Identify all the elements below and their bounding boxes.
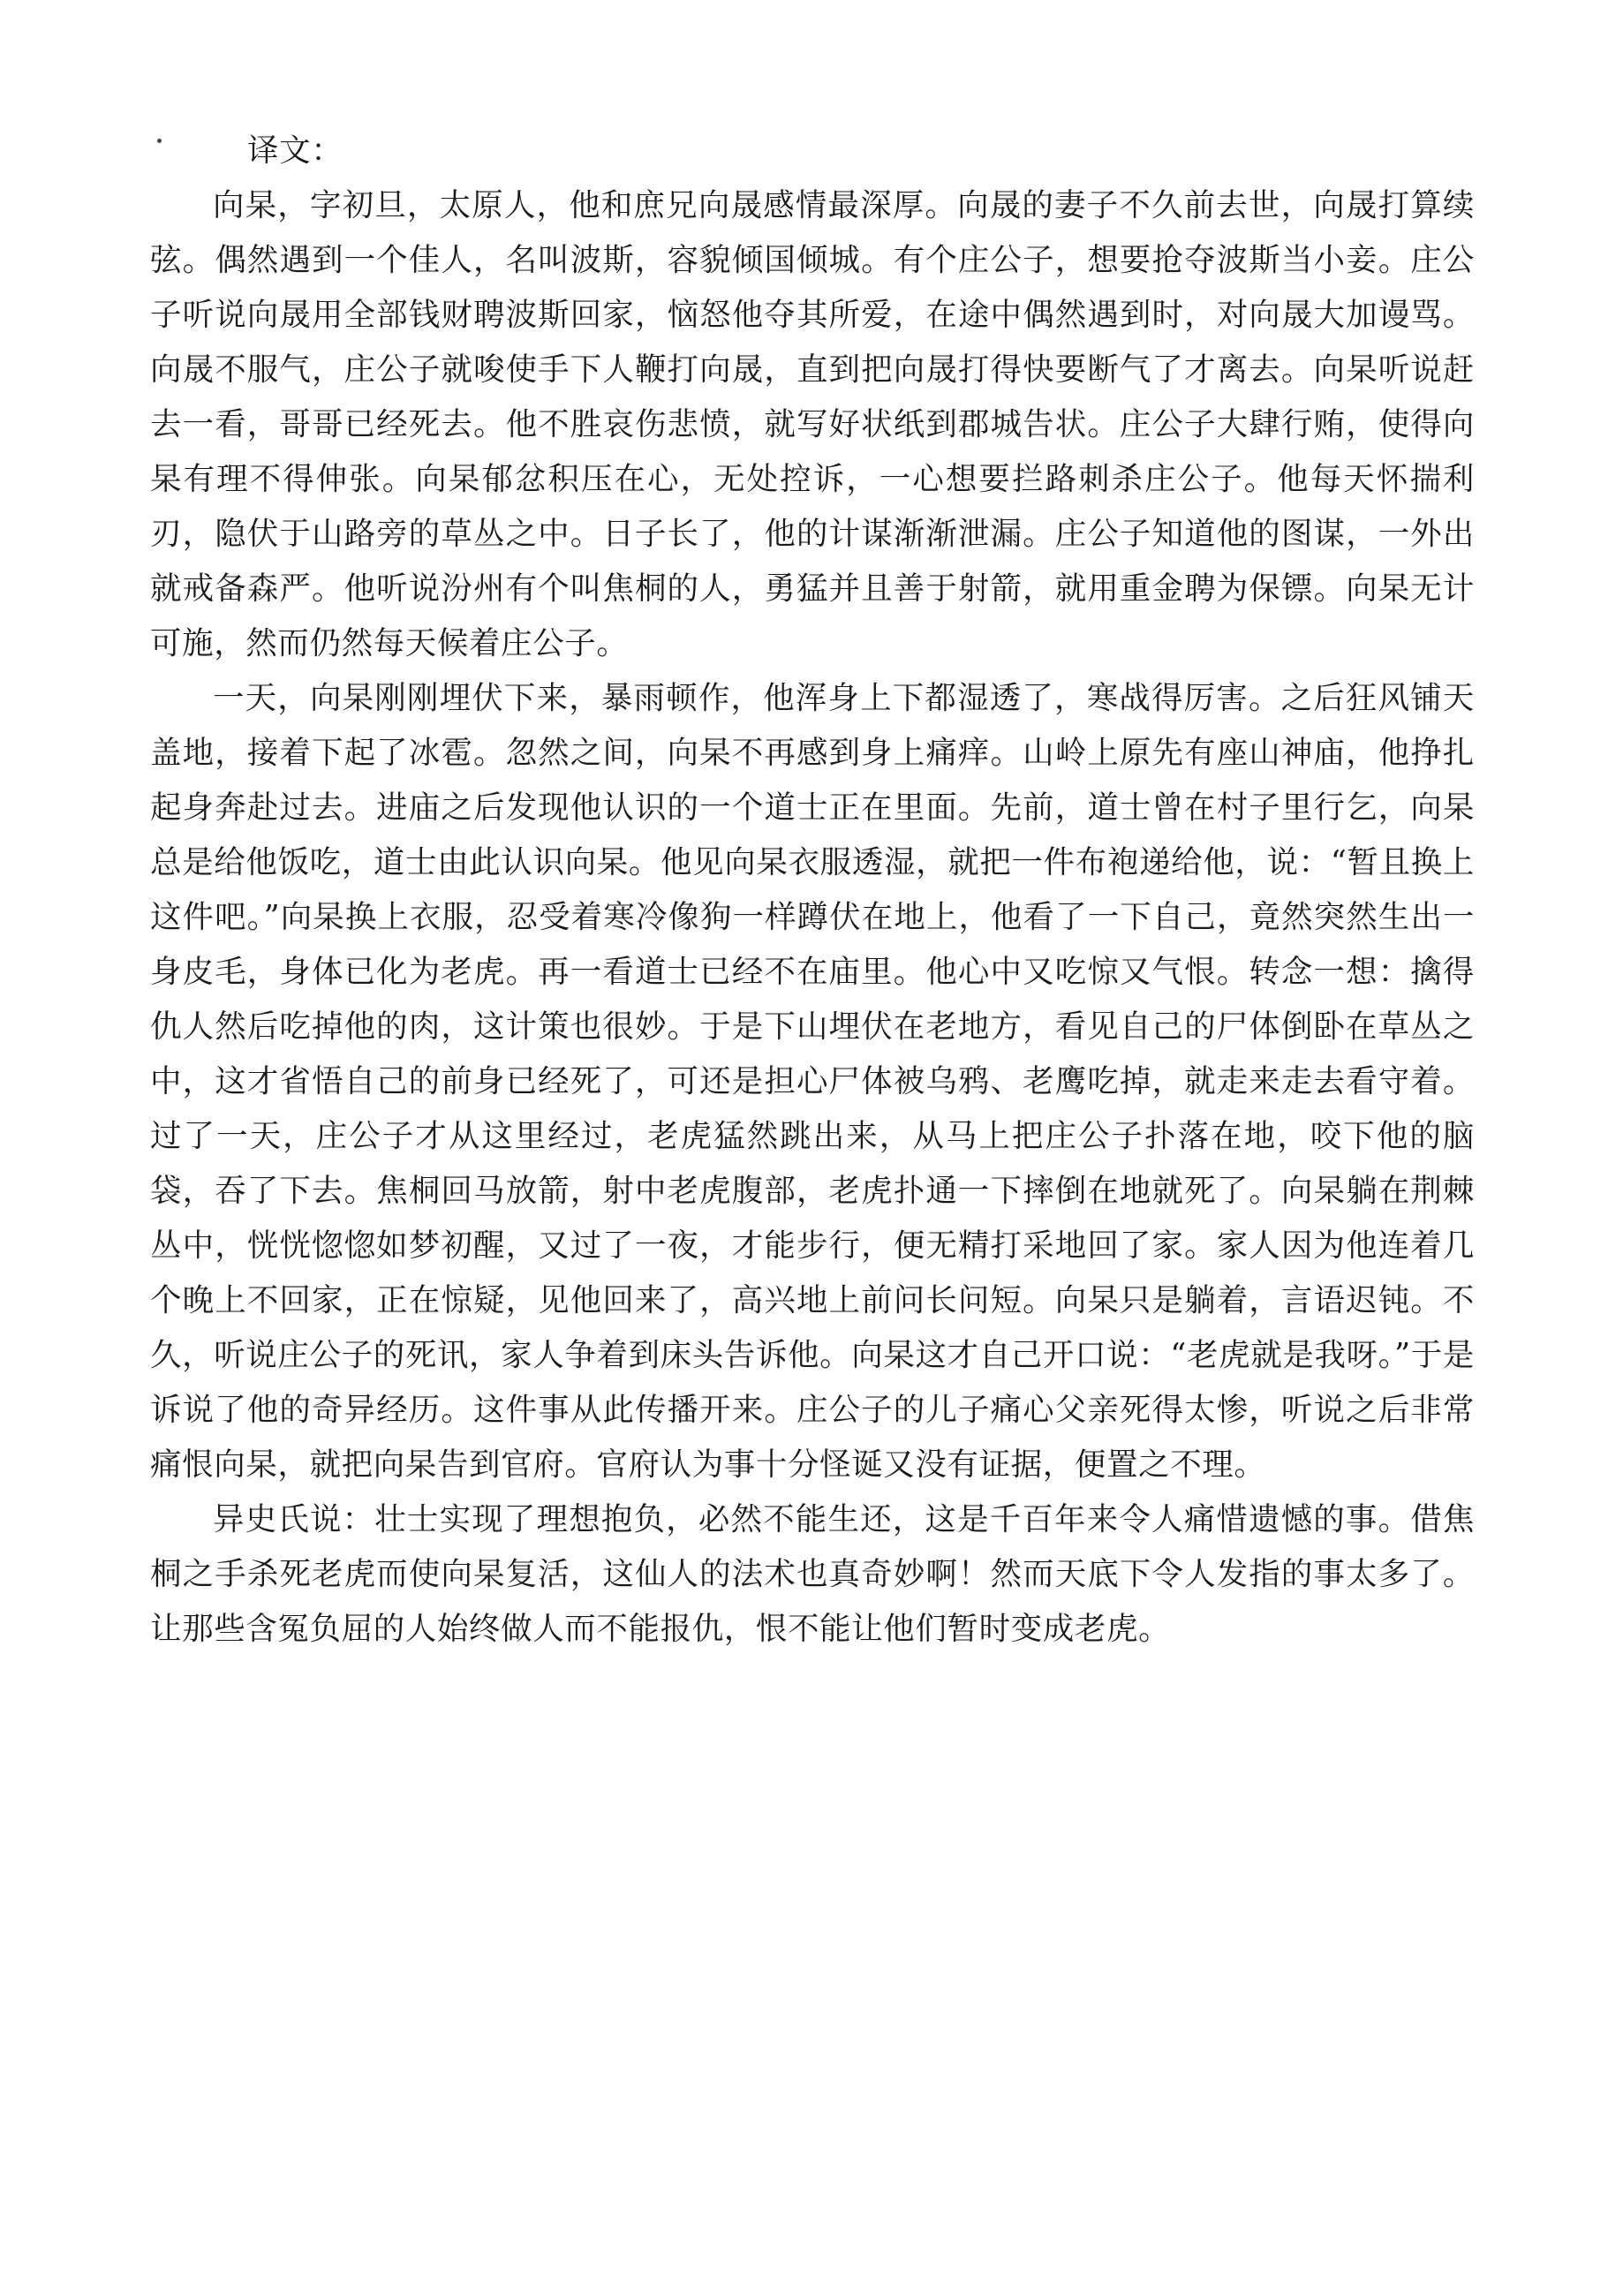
- translation-text: [150, 124, 1475, 1657]
- paragraph-2: 一天，向杲刚刚埋伏下来，暴雨顿作，他浑身上下都湿透了，寒战得厉害。之后狂风铺天盖地，接着下起了冰雹。忽然之间，向杲不再感到身上痛痒。山岭上原先有座山神庙，他挣扎起身奔赴过去。进庙之后发现他认识的一个道士正在里面。先前，道士曾在村子里行乞，向杲总是给他饭吃，道士由此认识向杲。他见向杲衣服透湿，就把一件布袍递给他，说：“暂且换上这件吧。”向杲换上衣服，忍受着寒冷像狗一样蹲伏在地上，他看了一下自己，竟然突然生出一身皮毛，身体已化为老虎。再一看道士已经不在庙里。他心中又吃惊又气恨。转念一想：擒得仇人然后吃掉他的肉，这计策也很妙。于是下山埋伏在老地方，看见自己的尸体倒卧在草丛之中，这才省悟自己的前身已经死了，可还是担心尸体被乌鸦、老鹰吃掉，就走来走去看守着。过了一天，庄公子才从这里经过，老虎猛然跳出来，从马上把庄公子扑落在地，咬下他的脑袋，吞了下去。焦桐回马放箭，射中老虎腹部，老虎扑通一下摔倒在地就死了。向杲躺在荆棘丛中，恍恍惚惚如梦初醒，又过了一夜，才能步行，便无精打采地回了家。家人因为他连着几个晚上不回家，正在惊疑，见他回来了，高兴地上前问长问短。向杲只是躺着，言语迟钝。不久，听说庄公子的死讯，家人争着到床头告诉他。向杲这才自己开口说：“老虎就是我呀。”于是诉说了他的奇异经历。这件事从此传播开来。庄公子的儿子痛心父亲死得太惨，听说之后非常痛恨向杲，就把向杲告到官府。官府认为事十分怪诞又没有证据，便置之不理。: [150, 680, 1475, 1483]
- paragraph-1: 向杲，字初旦，太原人，他和庶兄向晟感情最深厚。向晟的妻子不久前去世，向晟打算续弦。偶然遇到一个佳人，名叫波斯，容貌倾国倾城。有个庄公子，想要抢夺波斯当小妾。庄公子听说向晟用全部钱财聘波斯回家，恼怒他夺其所爱，在途中偶然遇到时，对向晟大加谩骂。向晟不服气，庄公子就唆使手下人鞭打向晟，直到把向晟打得快要断气了才离去。向杲听说赶去一看，哥哥已经死去。他不胜哀伤悲愤，就写好状纸到郡城告状。庄公子大肆行贿，使得向杲有理不得伸张。向杲郁忿积压在心，无处控诉，一心想要拦路刺杀庄公子。他每天怀揣利刃，隐伏于山路旁的草丛之中。日子长了，他的计谋渐渐泄漏。庄公子知道他的图谋，一外出就戒备森严。他听说汾州有个叫焦桐的人，勇猛并且善于射箭，就用重金聘为保镖。向杲无计可施，然而仍然每天候着庄公子。: [150, 187, 1475, 661]
- section-heading: 译文：: [247, 132, 343, 169]
- paragraph-3: 异史氏说：壮士实现了理想抱负，必然不能生还，这是千百年来令人痛惜遗憾的事。借焦桐之手杀死老虎而使向杲复活，这仙人的法术也真奇妙啊！然而天底下令人发指的事太多了。让那些含冤负屈的人始终做人而不能报仇，恨不能让他们暂时变成老虎。: [150, 1501, 1475, 1647]
